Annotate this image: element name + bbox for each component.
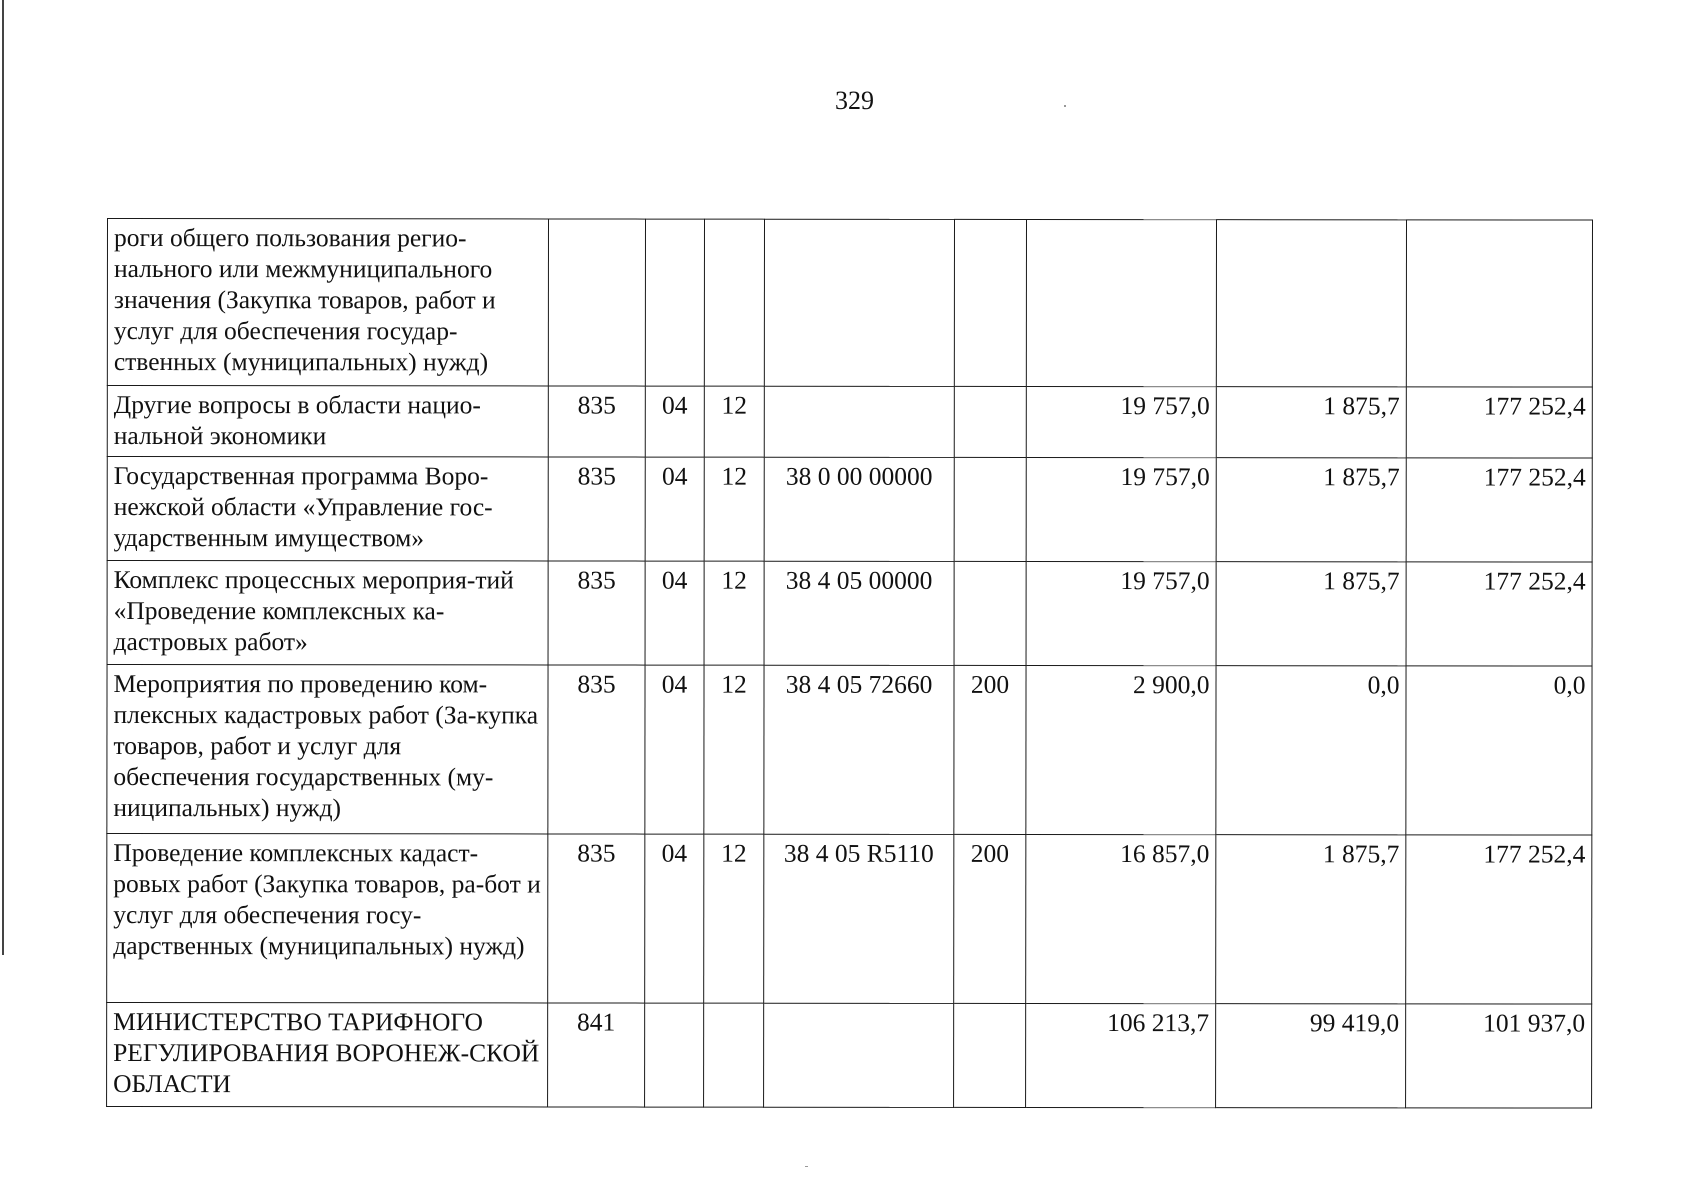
- year3-amount-cell: 177 252,4: [1406, 835, 1592, 1004]
- row-name-cell: Мероприятия по проведению ком-плексных кадастровых работ (За-купка товаров, работ и услуг для обеспечения государственных (му-ниципальных) нужд): [107, 665, 548, 834]
- year1-amount-cell: 2 900,0: [1026, 665, 1216, 834]
- vr-cell: [954, 457, 1026, 561]
- pr-cell: 12: [704, 561, 764, 665]
- year2-amount-cell: [1216, 220, 1406, 387]
- year1-amount-cell: [1026, 219, 1216, 386]
- pr-cell: 12: [704, 665, 764, 834]
- table-row: [107, 457, 1592, 563]
- rz-cell: 04: [645, 386, 704, 457]
- grbs-cell: 835: [548, 386, 645, 457]
- grbs-cell: 835: [548, 457, 645, 561]
- vr-cell: [954, 386, 1026, 457]
- year2-amount-cell: 99 419,0: [1216, 1004, 1406, 1108]
- rz-cell: [645, 219, 704, 386]
- grbs-cell: 835: [548, 834, 645, 1003]
- budget-table: [106, 218, 1593, 1109]
- year1-amount-cell: 19 757,0: [1026, 561, 1216, 665]
- csr-cell: [764, 386, 954, 457]
- vr-cell: 200: [954, 665, 1026, 834]
- row-name-cell: Комплекс процессных мероприя-тий «Проведение комплексных ка-дастровых работ»: [107, 561, 548, 665]
- pr-cell: [704, 219, 764, 386]
- year2-amount-cell: 1 875,7: [1216, 835, 1406, 1004]
- year2-amount-cell: 1 875,7: [1216, 387, 1406, 458]
- year3-amount-cell: [1406, 220, 1592, 387]
- year3-amount-cell: 0,0: [1406, 666, 1592, 835]
- pr-cell: [704, 1003, 764, 1107]
- csr-cell: [764, 219, 954, 386]
- vr-cell: [954, 219, 1026, 386]
- row-name-cell: Другие вопросы в области нацио-нальной экономики: [107, 386, 548, 457]
- grbs-cell: 841: [548, 1003, 645, 1107]
- rz-cell: 04: [645, 457, 704, 561]
- table-row: [107, 561, 1592, 667]
- rz-cell: 04: [645, 561, 704, 665]
- year2-amount-cell: 0,0: [1216, 666, 1406, 835]
- row-name-cell: МИНИСТЕРСТВО ТАРИФНОГО РЕГУЛИРОВАНИЯ ВОРОНЕЖ-СКОЙ ОБЛАСТИ: [107, 1003, 548, 1107]
- year3-amount-cell: 177 252,4: [1406, 387, 1592, 458]
- vr-cell: 200: [954, 834, 1026, 1003]
- table-row: [107, 834, 1592, 1005]
- row-name-cell: роги общего пользования регио-нального или межмуниципального значения (Закупка товаров, работ и услуг для обеспечения государ-ственных (муниципальных) нужд): [107, 219, 548, 386]
- scan-speck: [805, 1166, 808, 1167]
- table-row: [107, 1003, 1592, 1109]
- year1-amount-cell: 19 757,0: [1026, 386, 1216, 457]
- year3-amount-cell: 101 937,0: [1406, 1004, 1592, 1108]
- pr-cell: 12: [704, 386, 764, 457]
- grbs-cell: [548, 219, 645, 386]
- year1-amount-cell: 19 757,0: [1026, 457, 1216, 561]
- table-row: [107, 219, 1592, 388]
- grbs-cell: 835: [548, 665, 645, 834]
- row-name-cell: Проведение комплексных кадаст-ровых работ (Закупка товаров, ра-бот и услуг для обеспечения госу-дарственных (муниципальных) нужд): [107, 834, 548, 1003]
- pr-cell: 12: [704, 834, 764, 1003]
- vr-cell: [954, 1003, 1026, 1107]
- csr-cell: [764, 1003, 954, 1107]
- rz-cell: [645, 1003, 704, 1107]
- page-number: 329: [835, 86, 874, 115]
- csr-cell: 38 4 05 72660: [764, 665, 954, 834]
- year1-amount-cell: 106 213,7: [1026, 1003, 1216, 1107]
- year1-amount-cell: 16 857,0: [1026, 834, 1216, 1003]
- year3-amount-cell: 177 252,4: [1406, 458, 1592, 562]
- year2-amount-cell: 1 875,7: [1216, 458, 1406, 562]
- year2-amount-cell: 1 875,7: [1216, 562, 1406, 666]
- page-left-edge-line: [2, 0, 4, 955]
- pr-cell: 12: [704, 457, 764, 561]
- csr-cell: 38 0 00 00000: [764, 457, 954, 561]
- vr-cell: [954, 561, 1026, 665]
- table-row: [107, 665, 1592, 836]
- csr-cell: 38 4 05 00000: [764, 561, 954, 665]
- year3-amount-cell: 177 252,4: [1406, 562, 1592, 666]
- table-row: [107, 386, 1592, 459]
- grbs-cell: 835: [548, 561, 645, 665]
- rz-cell: 04: [645, 834, 704, 1003]
- rz-cell: 04: [645, 665, 704, 834]
- csr-cell: 38 4 05 R5110: [764, 834, 954, 1003]
- row-name-cell: Государственная программа Воро-нежской области «Управление гос-ударственным имуществом»: [107, 457, 548, 561]
